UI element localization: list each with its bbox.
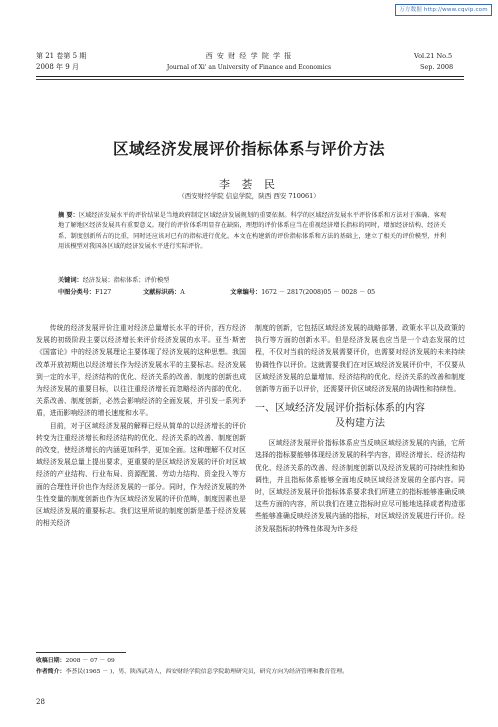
watermark-stamp: 万方数据 http://www.cqvip.com [395, 4, 492, 16]
keywords-label: 关键词： [58, 277, 83, 284]
article-no-label: 文章编号： [230, 289, 262, 296]
doc-code-label: 文献标识码： [143, 289, 181, 296]
classification-line [58, 288, 375, 298]
header-journal-en: Journal of Xi' an University of Finance and Economics [166, 64, 332, 71]
abstract [58, 211, 446, 252]
article-no-value: 1672 － 2817(2008)05 － 0028 － 05 [261, 289, 376, 296]
keywords-text: 经济发展；指标体系；评价模型 [82, 277, 170, 284]
body-left-column [36, 322, 246, 529]
body-paragraph: 传统的经济发展评价注重对经济总量增长水平的评价，西方经济发展的初级阶段主要以经济增长来评价经济发展的水平。亚当·斯密《国富论》中的经济发展理论主要体现了经济发展的这种思想。我国改革开放初期也以经济增长作为经济发展水平的主要标志。经济发展到一定的水平，经济结构的优化、经济关系的改善、制度的创新也成为经济发展的重要目标，以往注重经济增长而忽略经济内部的优化、关系改善、制度创新，必然会影响经济的全面发展，并引发一系列矛盾，进而影响经济的增长速度和水平。 [36, 324, 246, 418]
section-heading-line1: 一、区域经济发展评价指标体系的内容 [255, 403, 425, 415]
body-paragraph: 区域经济发展评价指标体系应当反映区域经济发展的内涵，它所选择的指标要能够体现经济发展的科学内容，即经济增长、经济结构优化、经济关系的改善、经济制度创新以及经济发展的可持续性和协调性，并且指标体系能够全面地反映区域经济发展的全部内容。同时，区域经济发展评价指标体系要求我们所建立的指标能够准确反映这些方面的内容，所以我们在建立指标时应尽可能地选择或者构造那些能够准确反映经济发展内涵的指标，对区域经济发展进行评价。经济发展指标的特殊性体现为许多经 [255, 439, 465, 533]
section-heading-line2: 及构建方法 [335, 418, 385, 430]
abstract-text: 区域经济发展水平的评价结果是当地政府制定区域经济发展规划的重要依据。科学的区域经济发展水平评价体系和方法对于准确、客观地了解地区经济发展具有重要意义。现行的评价体系明显存在缺陷，理想的评价体系应当在重视经济增长指标的同时，增加经济结构、经济关系、制度创新所占的比重，同时还应该对已有的指标进行优化。本文在构建新的评价指标体系和方法的基础上，建立了相关的评价模型，并利用该模型对我国各区域的经济发展水平进行实际评价。 [58, 212, 447, 250]
author-affiliation: （西安财经学院 信息学院，陕西 西安 710061） [178, 192, 320, 200]
footnote-author-bio [36, 667, 348, 677]
header-volume-cn: 第 21 卷第 5 期 [36, 52, 87, 60]
body-paragraph: 制度的创新，它包括区域经济发展的战略部署、政策水平以及政策的执行等方面的创新水平。但是经济发展也应当是一个动态发展的过程，不仅对当前的经济发展需要评价，也需要对经济发展的未来持续协调性作以评价。这就需要我们在对区域经济发展评价中，不仅要从区域经济发展的总量增加、经济结构的优化、经济关系的改善和制度创新等方面予以评价，还需要评价区域经济发展的协调性和持续性。 [255, 324, 465, 394]
body-paragraph: 目前，对于区域经济发展的解释已经从简单的以经济增长的评价转变为注重经济增长和经济结构的优化、经济关系的改善、制度创新的改变，使经济增长的内涵更加科学，更加全面。这种理解不仅对区域经济发展总量上提出要求，更重要的是区域经济发展的评价对区域经济的产业结构、行业布局、资源配置、劳动力结构、资金投入等方面的合理性评价也作为经济发展的一部分。同时，作为经济发展的外生性变量的制度创新也作为区域经济发展的评价范畴，制度因素也是区域经济发展的重要标志。我们这里所说的制度创新是基于经济发展的相关经济 [36, 421, 246, 528]
author-bio-label: 作者简介： [36, 668, 66, 675]
header-date-en: Sep. 2008 [420, 63, 454, 71]
clc-label: 中图分类号： [58, 289, 96, 296]
header-rule-thin [36, 79, 464, 80]
header-volume-en: Vol.21 No.5 [414, 52, 453, 60]
footnote-rule [36, 652, 126, 653]
header-journal-cn: 西 安 财 经 学 院 学 报 [205, 52, 293, 60]
page-number: 28 [36, 698, 45, 706]
clc-value: F127 [95, 289, 112, 296]
footnote-received [36, 656, 115, 666]
received-date: 2008 － 07 － 09 [65, 658, 115, 664]
header-date-cn: 2008 年 9 月 [36, 63, 79, 71]
body-right-column [255, 322, 465, 535]
header-rule [36, 76, 464, 77]
article-title: 区域经济发展评价指标体系与评价方法 [112, 139, 385, 158]
received-label: 收稿日期： [36, 657, 66, 664]
keywords [58, 276, 169, 286]
article-author: 李 荟 民 [219, 178, 279, 191]
doc-code-value: A [180, 289, 185, 296]
author-bio-text: 李荟民(1965 － )，男，陕西武功人，西安财经学院信息学院助理研究员，研究方向为经济管理和教育管理。 [65, 669, 348, 675]
abstract-label: 摘 要： [58, 212, 79, 219]
section-heading [255, 401, 465, 431]
